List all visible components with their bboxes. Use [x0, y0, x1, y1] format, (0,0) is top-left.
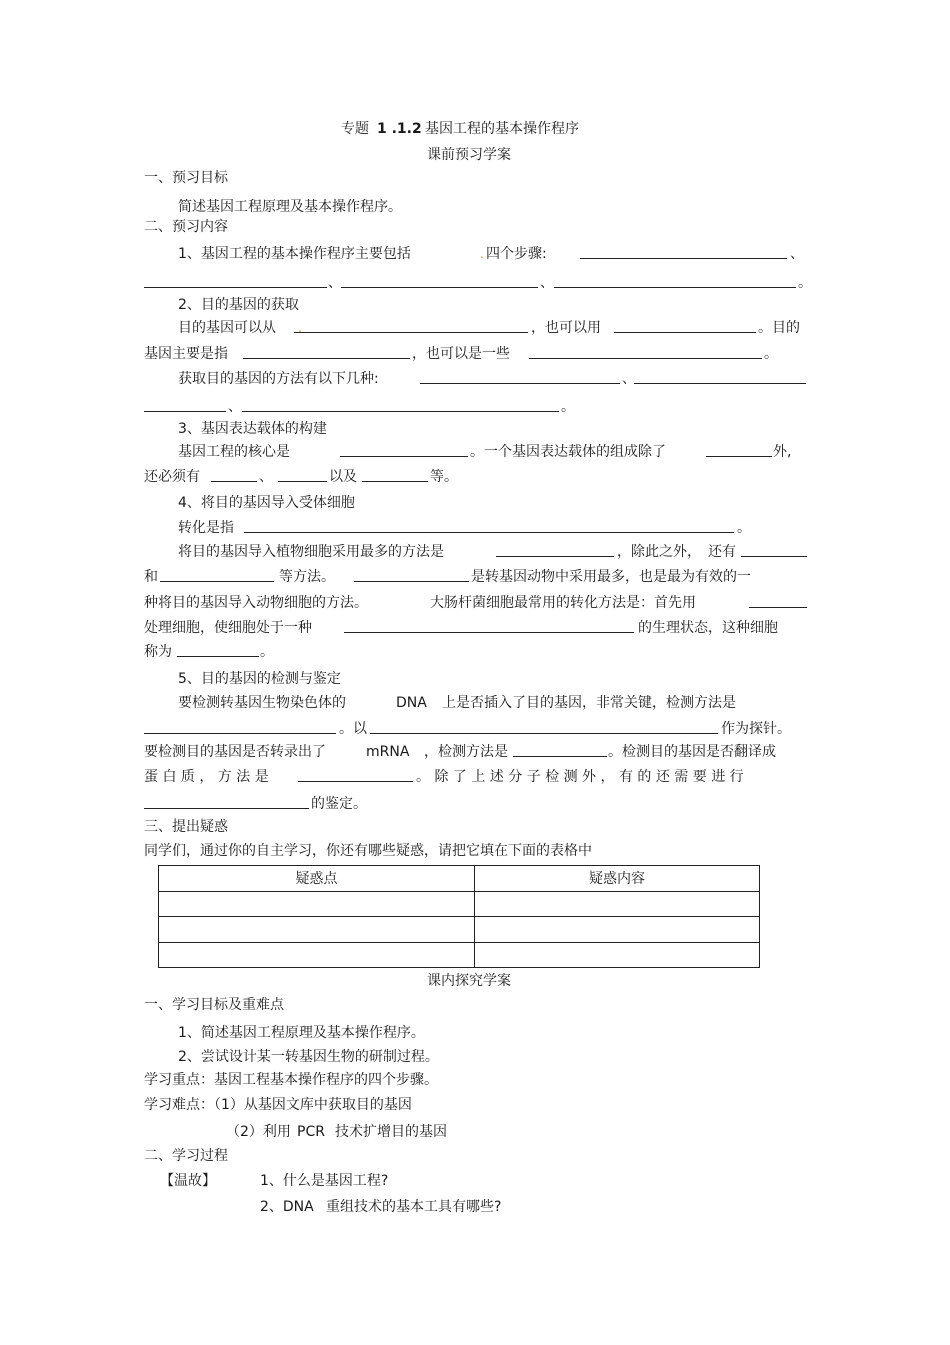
table-row	[159, 891, 760, 917]
questions-table	[158, 865, 760, 968]
review-q2: 2、DNA 重组技术的基本工具有哪些?	[260, 1199, 502, 1215]
item-5-line4: 蛋 白 质 ， 方 法 是 。 除 了 上 述 分 子 检 测 外 ， 有 的 还 需 要 进 行	[144, 769, 744, 785]
item-4-line4: 种将目的基因导入动物细胞的方法。 大肠杆菌细胞最常用的转化方法是：首先用	[0, 592, 950, 614]
table-header: 疑惑点	[159, 866, 475, 892]
blank-field[interactable]	[144, 733, 336, 734]
item-heading: 5、目的基因的检测与鉴定	[178, 671, 341, 687]
table-header: 疑惑内容	[475, 866, 760, 892]
goal-item: 2、尝试设计某一转基因生物的研制过程。	[178, 1049, 439, 1065]
item-3-line1: 基因工程的核心是 。一个基因表达载体的组成除了 外,	[178, 444, 792, 460]
blank-field[interactable]	[529, 358, 762, 359]
blank-field[interactable]	[580, 258, 787, 259]
blank-field[interactable]	[341, 287, 538, 288]
table-cell[interactable]	[159, 891, 475, 917]
table-cell[interactable]	[475, 942, 760, 968]
table-cell[interactable]	[159, 942, 475, 968]
section-heading: 一、预习目标	[144, 170, 228, 186]
blank-field[interactable]	[420, 383, 620, 384]
item-2-line3: 获取目的基因的方法有以下几种: 、	[0, 368, 950, 390]
table-row	[159, 917, 760, 943]
difficult-point-2: （2）利用 PCR 技术扩增目的基因	[226, 1124, 447, 1140]
blank-field[interactable]	[749, 607, 807, 608]
key-point: 学习重点：基因工程基本操作程序的四个步骤。	[144, 1072, 438, 1088]
blank-field[interactable]	[614, 332, 756, 333]
blank-field[interactable]	[243, 358, 410, 359]
doc-title: 专题 1 .1.2 基因工程的基本操作程序	[341, 121, 579, 137]
subtitle-inclass: 课内探究学案	[427, 973, 511, 989]
table-cell[interactable]	[159, 917, 475, 943]
item-1-blanks: 、 、 。	[0, 272, 950, 294]
difficult-point: 学习难点：（1）从基因文库中获取目的基因	[144, 1097, 412, 1113]
item-4-line1: 转化是指 。	[178, 520, 751, 536]
item-4-line6: 称为 。	[144, 644, 274, 660]
item-5-line5: 的鉴定。	[0, 793, 950, 815]
blank-field[interactable]	[362, 481, 428, 482]
table-row	[159, 942, 760, 968]
blank-field[interactable]	[370, 733, 718, 734]
marker-dot: .	[298, 321, 302, 335]
marker-dot: .	[480, 247, 484, 261]
blank-field[interactable]	[340, 456, 468, 457]
table-header-row	[159, 866, 760, 892]
subtitle-preview: 课前预习学案	[427, 147, 511, 163]
item-3-line2: 还必须有 、 以及 等。	[144, 469, 458, 485]
review-line: 【温故】 1、什么是基因工程?	[160, 1173, 389, 1189]
blank-field[interactable]	[554, 287, 796, 288]
section-heading: 三、提出疑惑	[144, 819, 228, 835]
blank-field[interactable]	[211, 481, 257, 482]
item-1: 1、基因工程的基本操作程序主要包括 . 四个步骤: 、	[0, 243, 950, 265]
item-heading: 4、将目的基因导入受体细胞	[178, 495, 355, 511]
item-5-line2: 。以 作为探针。	[0, 718, 950, 740]
blank-field[interactable]	[242, 411, 559, 412]
blank-field[interactable]	[298, 781, 413, 782]
blank-field[interactable]	[294, 332, 528, 333]
paragraph: 同学们，通过你的自主学习，你还有哪些疑惑，请把它填在下面的表格中	[144, 843, 592, 859]
item-4-line3: 和 等方法。 是转基因动物中采用最多，也是最为有效的一	[144, 569, 751, 585]
item-4-line2: 将目的基因导入植物细胞采用最多的方法是 ，除此之外， 还有	[0, 541, 950, 563]
item-heading: 3、基因表达载体的构建	[178, 421, 327, 437]
paragraph: 简述基因工程原理及基本操作程序。	[178, 199, 402, 215]
blank-field[interactable]	[496, 556, 614, 557]
item-5-line1: 要检测转基因生物染色体的 DNA 上是否插入了目的基因，非常关键，检测方法是	[178, 695, 736, 711]
table-cell[interactable]	[475, 917, 760, 943]
section-heading: 二、学习过程	[144, 1148, 228, 1164]
blank-field[interactable]	[144, 411, 226, 412]
blank-field[interactable]	[278, 481, 327, 482]
table-cell[interactable]	[475, 891, 760, 917]
blank-field[interactable]	[177, 656, 259, 657]
blank-field[interactable]	[160, 581, 274, 582]
blank-field[interactable]	[741, 556, 807, 557]
goal-item: 1、简述基因工程原理及基本操作程序。	[178, 1025, 425, 1041]
section-heading: 二、预习内容	[144, 219, 228, 235]
item-5-line3: 要检测目的基因是否转录出了 mRNA ，检测方法是 。检测目的基因是否翻译成	[144, 744, 776, 760]
blank-field[interactable]	[244, 532, 734, 533]
item-2-line4: 、 。	[0, 396, 950, 418]
blank-field[interactable]	[513, 756, 607, 757]
blank-field[interactable]	[144, 808, 309, 809]
item-2-line1: 目的基因可以从 . ，也可以用 。目的	[0, 317, 950, 339]
item-4-line5: 处理细胞，使细胞处于一种 的生理状态，这种细胞	[144, 620, 778, 636]
item-heading: 2、目的基因的获取	[178, 297, 299, 313]
blank-field[interactable]	[706, 456, 772, 457]
blank-field[interactable]	[144, 287, 327, 288]
item-2-line2: 基因主要是指 ，也可以是一些 。	[144, 346, 778, 362]
section-heading: 一、学习目标及重难点	[144, 997, 284, 1013]
blank-field[interactable]	[634, 383, 806, 384]
blank-field[interactable]	[344, 632, 634, 633]
blank-field[interactable]	[354, 581, 469, 582]
